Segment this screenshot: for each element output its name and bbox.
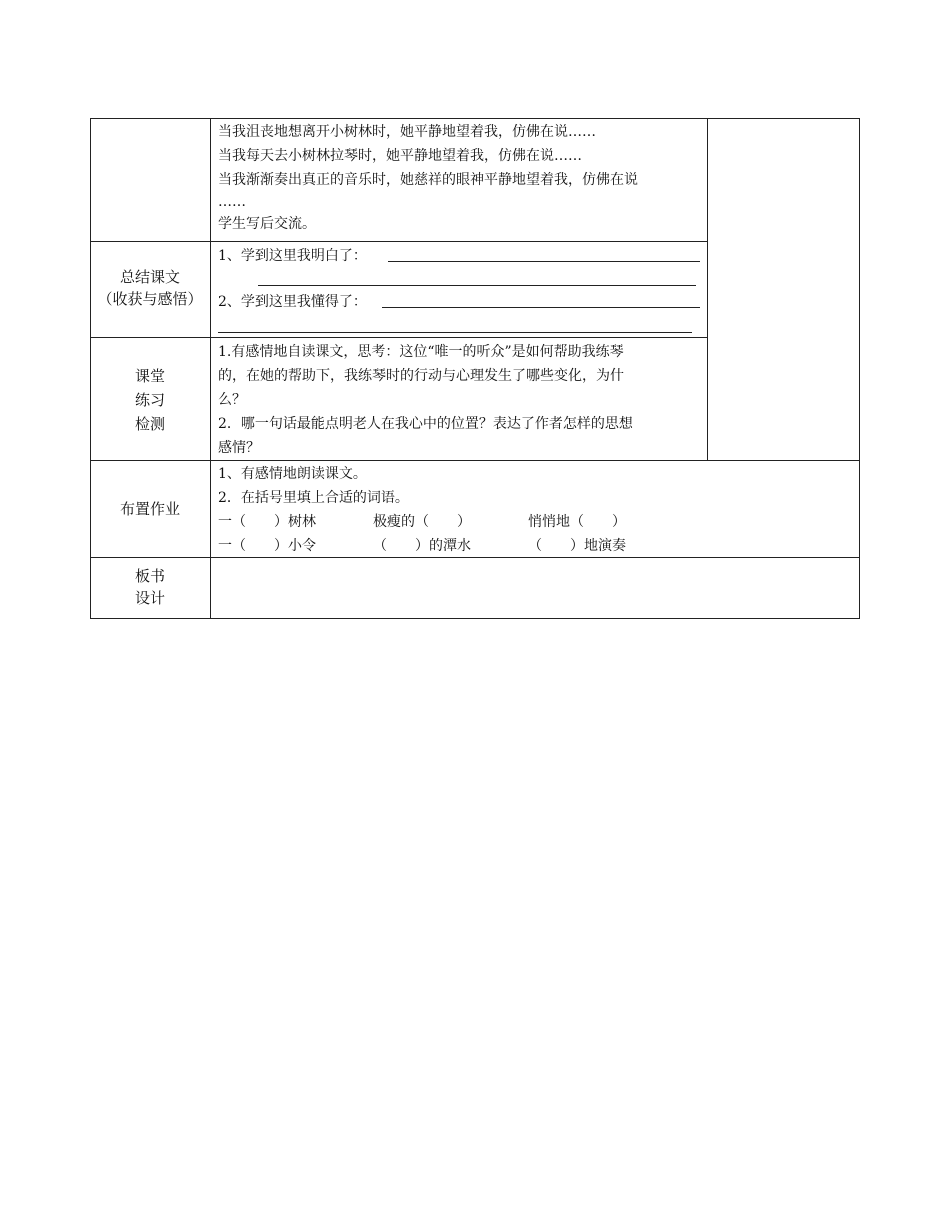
practice-line: 感情？	[218, 440, 260, 456]
board-label	[90, 565, 210, 609]
intro-line: 学生写后交流。	[218, 216, 316, 232]
fill-item: （ ）地演奏	[528, 538, 626, 554]
fill-item: 一（ ）小令	[218, 538, 316, 554]
homework-label: 布置作业	[119, 500, 180, 518]
summary-q2: 2、学到这里我懂得了：	[218, 294, 367, 310]
fill-item: 极瘦的（ ）	[373, 514, 471, 530]
practice-line: 么？	[218, 392, 246, 408]
homework-line: 1、有感情地朗读课文。	[218, 466, 367, 482]
practice-line: 的，在她的帮助下，我练琴时的行动与心理发生了哪些变化，为什	[218, 368, 624, 384]
practice-label-line: 练习	[134, 391, 165, 409]
homework-line: 2．在括号里填上合适的词语。	[218, 490, 409, 506]
board-label-line: 设计	[134, 589, 165, 607]
practice-label-line: 检测	[134, 415, 165, 433]
board-design-area[interactable]	[211, 558, 859, 618]
intro-cell	[218, 120, 638, 236]
intro-line: 当我每天去小树林拉琴时，她平静地望着我，仿佛在说……	[218, 148, 582, 164]
summary-label-line: 总结课文	[119, 268, 180, 286]
border-top	[90, 118, 860, 119]
fill-item: 悄悄地（ ）	[528, 514, 626, 530]
summary-label-line: （收获与感悟）	[97, 290, 203, 308]
summary-q1-blank-2[interactable]	[258, 285, 696, 286]
practice-label	[90, 364, 210, 436]
row-divider-1	[90, 241, 708, 242]
row-divider-2	[90, 337, 708, 338]
homework-cell	[218, 462, 626, 558]
notes-column-divider	[707, 118, 708, 461]
practice-line: 2．哪一句话最能点明老人在我心中的位置？表达了作者怎样的思想	[218, 416, 633, 432]
summary-q2-blank[interactable]	[382, 307, 700, 308]
practice-line: 1.有感情地自读课文，思考：这位“唯一的听众”是如何帮助我练琴	[218, 344, 624, 360]
summary-label	[90, 266, 210, 310]
fill-item: 一（ ）树林	[218, 514, 316, 530]
summary-q1-blank[interactable]	[388, 261, 700, 262]
fill-row	[218, 510, 626, 534]
practice-label-line: 课堂	[134, 367, 165, 385]
border-right	[859, 118, 860, 619]
label-column-divider	[210, 118, 211, 619]
intro-line: 当我渐渐奏出真正的音乐时，她慈祥的眼神平静地望着我，仿佛在说	[218, 172, 638, 188]
fill-item: （ ）的潭水	[373, 538, 471, 554]
summary-q1: 1、学到这里我明白了：	[218, 248, 367, 264]
fill-row	[218, 534, 626, 558]
board-label-line: 板书	[134, 567, 165, 585]
intro-line: 当我沮丧地想离开小树林时，她平静地望着我，仿佛在说……	[218, 124, 596, 140]
border-bottom	[90, 618, 860, 619]
summary-q2-blank-2[interactable]	[218, 332, 692, 333]
practice-cell	[218, 340, 633, 460]
row-divider-3	[90, 460, 860, 461]
intro-line: ……	[218, 194, 246, 210]
